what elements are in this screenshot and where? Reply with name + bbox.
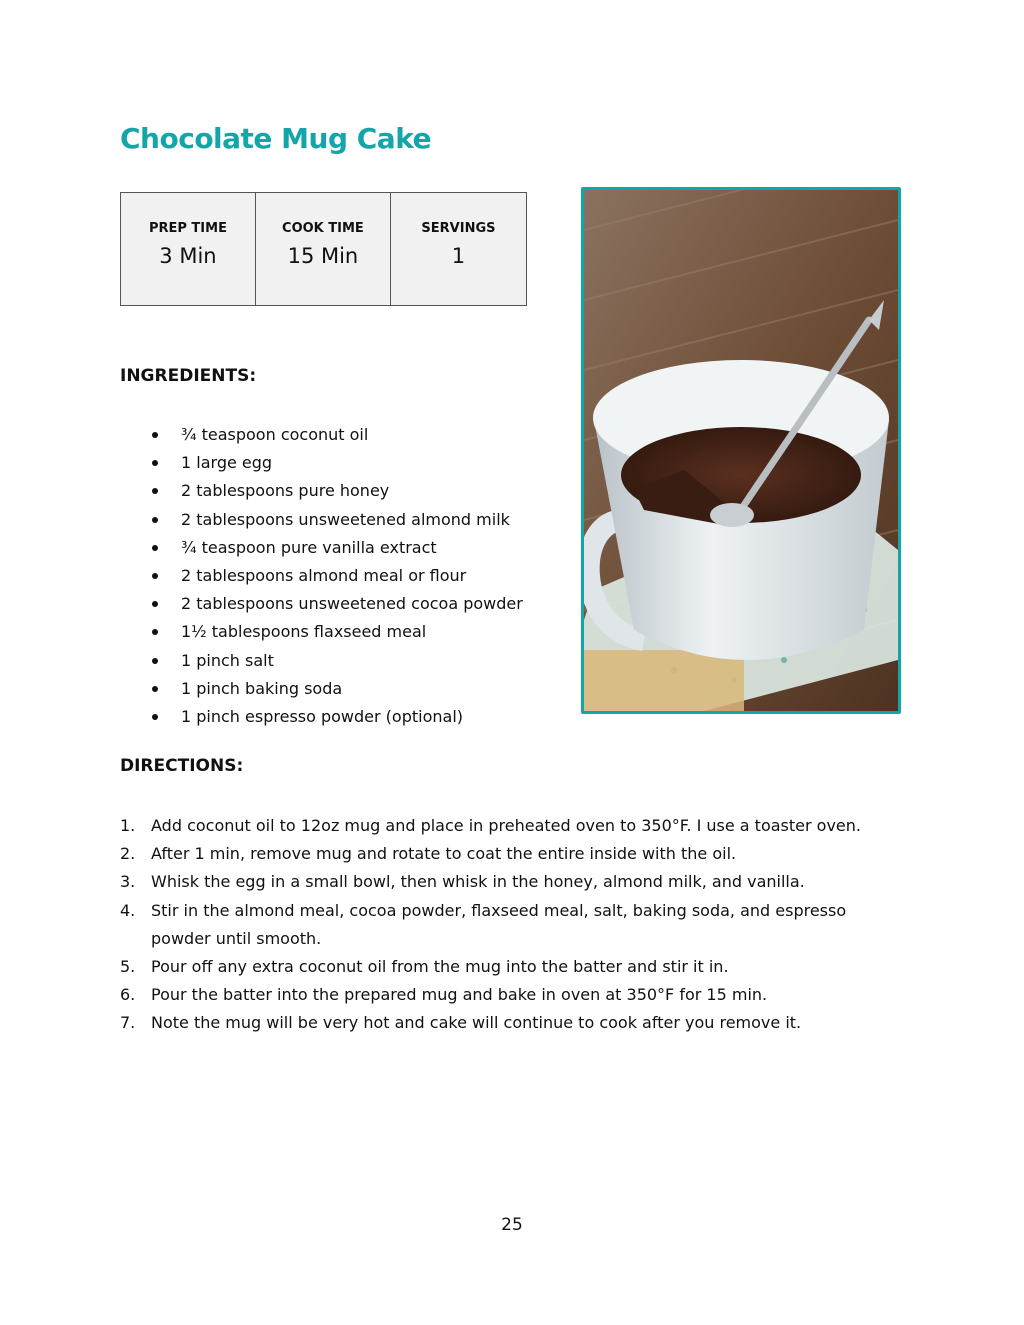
bullet-icon bbox=[152, 629, 158, 635]
cook-time-value: 15 Min bbox=[287, 244, 359, 268]
servings-label: SERVINGS bbox=[421, 221, 496, 236]
ingredients-list bbox=[150, 421, 523, 731]
list-item bbox=[120, 897, 873, 953]
list-item bbox=[150, 590, 523, 618]
list-item bbox=[120, 840, 900, 868]
list-item bbox=[120, 981, 900, 1009]
step-number: 1. bbox=[120, 816, 136, 835]
ingredient-text: 1 pinch espresso powder (optional) bbox=[181, 707, 464, 727]
step-text: Pour the batter into the prepared mug and bake in oven at 350°F for 15 min. bbox=[151, 985, 768, 1005]
directions-heading: DIRECTIONS: bbox=[120, 756, 244, 776]
servings-cell bbox=[390, 193, 526, 306]
bullet-icon bbox=[152, 714, 158, 720]
list-item bbox=[150, 703, 523, 731]
prep-time-label: PREP TIME bbox=[148, 221, 227, 236]
list-item bbox=[150, 618, 523, 646]
page-number: 25 bbox=[501, 1215, 523, 1235]
ingredient-text: 1 large egg bbox=[181, 453, 273, 473]
step-text: Stir in the almond meal, cocoa powder, flaxseed meal, salt, baking soda, and espresso powder until smooth. bbox=[151, 900, 847, 948]
step-text: Add coconut oil to 12oz mug and place in preheated oven to 350°F. I use a toaster oven. bbox=[151, 816, 861, 835]
prep-time-cell bbox=[121, 193, 256, 306]
ingredient-text: 1 pinch salt bbox=[181, 650, 274, 670]
list-item bbox=[150, 675, 523, 703]
bullet-icon bbox=[152, 432, 158, 438]
ingredient-text: ¾ teaspoon pure vanilla extract bbox=[181, 537, 437, 557]
mug-cake-photo bbox=[581, 187, 901, 714]
step-number: 6. bbox=[120, 985, 136, 1005]
ingredient-text: 2 tablespoons pure honey bbox=[181, 481, 390, 501]
ingredients-heading: INGREDIENTS: bbox=[120, 366, 257, 386]
ingredient-text: 2 tablespoons almond meal or flour bbox=[181, 566, 467, 586]
list-item bbox=[150, 506, 523, 534]
bullet-icon bbox=[152, 601, 158, 607]
list-item bbox=[150, 534, 523, 562]
list-item bbox=[150, 562, 523, 590]
bullet-icon bbox=[152, 517, 158, 523]
bullet-icon bbox=[152, 686, 158, 692]
step-text: Pour off any extra coconut oil from the mug into the batter and stir it in. bbox=[151, 957, 729, 977]
ingredient-text: 2 tablespoons unsweetened almond milk bbox=[181, 509, 510, 529]
bullet-icon bbox=[152, 488, 158, 494]
cook-time-label: COOK TIME bbox=[282, 221, 364, 236]
cook-time-cell bbox=[255, 193, 390, 306]
step-number: 3. bbox=[120, 872, 136, 892]
ingredient-text: ¾ teaspoon coconut oil bbox=[181, 425, 369, 444]
list-item bbox=[150, 477, 523, 505]
step-number: 5. bbox=[120, 957, 136, 977]
list-item bbox=[150, 449, 523, 477]
ingredient-text: 2 tablespoons unsweetened cocoa powder bbox=[181, 594, 523, 614]
directions-list bbox=[120, 812, 900, 1038]
bullet-icon bbox=[152, 658, 158, 664]
step-number: 2. bbox=[120, 844, 136, 864]
ingredient-text: 1 pinch baking soda bbox=[181, 678, 343, 698]
bullet-icon bbox=[152, 460, 158, 466]
list-item bbox=[120, 953, 900, 981]
list-item bbox=[150, 421, 523, 449]
step-text: After 1 min, remove mug and rotate to coat the entire inside with the oil. bbox=[151, 844, 737, 864]
list-item bbox=[150, 647, 523, 675]
step-number: 4. bbox=[120, 900, 136, 920]
recipe-info-table bbox=[120, 192, 527, 306]
recipe-title: Chocolate Mug Cake bbox=[120, 122, 432, 155]
step-text: Note the mug will be very hot and cake will continue to cook after you remove it. bbox=[151, 1013, 802, 1033]
list-item bbox=[120, 1009, 900, 1037]
servings-value: 1 bbox=[451, 244, 466, 268]
list-item bbox=[120, 868, 900, 896]
step-number: 7. bbox=[120, 1013, 136, 1033]
prep-time-value: 3 Min bbox=[159, 244, 217, 268]
bullet-icon bbox=[152, 545, 158, 551]
step-text: Whisk the egg in a small bowl, then whisk in the honey, almond milk, and vanilla. bbox=[151, 872, 805, 892]
ingredient-text: 1½ tablespoons flaxseed meal bbox=[181, 622, 427, 642]
list-item bbox=[120, 812, 900, 840]
bullet-icon bbox=[152, 573, 158, 579]
